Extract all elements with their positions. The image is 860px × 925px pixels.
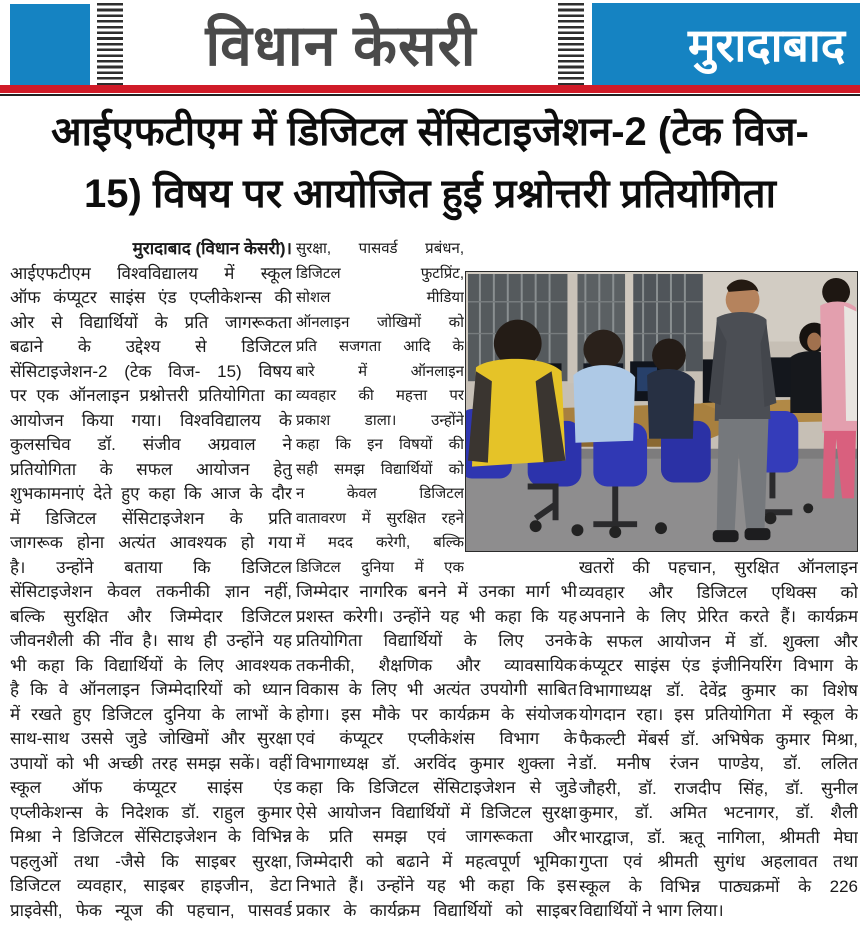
text-line: जीवनशैली की नींव है। साथ ही उन्होंने यह: [10, 631, 292, 650]
column-1-text: [10, 262, 292, 924]
text-line: होगा। इस मौके पर कार्यक्रम के संयोजक: [296, 704, 577, 724]
text-line: डिजिटल दुनिया में एक: [296, 558, 464, 576]
dateline: मुरादाबाद (विधान केसरी)।: [132, 239, 292, 258]
text-line: सुरक्षा, पासवर्ड प्रबंधन,: [296, 240, 464, 257]
article-column-2-wide: [296, 580, 577, 923]
article-headline: [8, 99, 852, 231]
text-line: ऐसे आयोजन विद्यार्थियों में डिजिटल सुरक्षा: [296, 802, 577, 822]
text-line: बढाने के उद्देश्य से डिजिटल: [10, 337, 292, 356]
text-line: बारे में ऑनलाइन: [296, 362, 464, 380]
text-line: जागरूक होना अत्यंत आवश्यक हो गया: [10, 533, 292, 552]
text-line: आयोजन किया गया। विश्वविद्यालय के: [10, 410, 292, 430]
text-line: डिजिटल फुटप्रिंट,: [296, 264, 464, 282]
text-line: जिम्मेदार नागरिक बनने में उनका मार्ग भी: [296, 582, 577, 601]
text-line: कुमार, डॉ. अमित भटनागर, डॉ. शैली: [579, 803, 858, 822]
text-line: भी कहा कि विद्यार्थियों के लिए आवश्यक: [10, 655, 292, 675]
computer-lab-photo-illustration: [466, 272, 857, 551]
masthead-red-rule: [0, 85, 860, 93]
text-line: प्रतियोगिता के सफल आयोजन हेतु: [10, 459, 292, 479]
column-2-wide-text: [296, 580, 577, 923]
masthead-stripe-decoration-right: [558, 3, 584, 85]
masthead-blue-block: [10, 4, 90, 85]
text-line: एवं कंप्यूटर एप्लीकेशंस विभाग के: [296, 729, 577, 748]
text-line: व्यवहार की महत्ता पर: [296, 387, 464, 404]
article-column-2-narrow: [296, 237, 464, 580]
text-line: विभागाध्यक्ष डॉ. अरविंद कुमार शुक्ला ने: [296, 753, 577, 773]
text-line: सोशल मीडिया: [296, 289, 464, 306]
text-line: है। उन्होंने बताया कि डिजिटल: [10, 557, 292, 577]
text-line: सेंसिटाइजेशन-2 (टेक विज- 15) विषय: [10, 361, 292, 381]
text-line: कंप्यूटर साइंस एंड इंजीनियरिंग विभाग के: [579, 656, 858, 675]
text-line: सही समझ विद्यार्थियों को: [296, 460, 464, 478]
masthead-stripe-decoration-left: [97, 3, 123, 85]
text-line: योगदान रहा। इस प्रतियोगिता में स्कूल के: [579, 705, 858, 724]
text-line: में मदद करेगी, बल्कि: [296, 534, 464, 551]
text-line: प्रकार के कार्यक्रम विद्यार्थियों को साइबर: [296, 900, 577, 920]
text-line: विद्यार्थियों ने भाग लिया।: [579, 901, 724, 920]
text-line: डॉ. मनीष रंजन पाण्डेय, डॉ. ललित: [579, 754, 858, 773]
text-line: निभाते हैं। उन्होंने यह भी कहा कि इस: [296, 876, 577, 895]
text-line: प्रकाश डाला। उन्होंने: [296, 411, 464, 429]
text-line: भारद्वाज, डॉ. ऋतू नागिला, श्रीमती मेघा: [579, 827, 858, 847]
text-line: उपायों को भी अच्छी तरह समझ सकें। वहीं: [10, 753, 292, 773]
text-line: विभागाध्यक्ष डॉ. देवेंद्र कुमार का विशेष: [579, 680, 858, 700]
text-line: पर एक ऑनलाइन प्रश्नोत्तरी प्रतियोगिता का: [10, 386, 292, 405]
text-line: के प्रति समझ एवं जागरूकता और: [296, 827, 577, 846]
text-line: कहा कि इन विषयों की: [296, 436, 464, 453]
text-line: प्रतियोगिता विद्यार्थियों के लिए उनके: [296, 631, 577, 650]
text-line: खतरों की पहचान, सुरक्षित ऑनलाइन: [579, 558, 858, 577]
text-line: ऑफ कंप्यूटर साइंस एंड एप्लीकेशन्स की: [10, 288, 292, 307]
text-line: प्रति सजगता आदि के: [296, 338, 464, 355]
text-line: में डिजिटल सेंसिटाइजेशन के प्रति: [10, 508, 292, 528]
text-line: कहा कि डिजिटल सेंसिटाइजेशन से जुडे: [296, 778, 577, 797]
text-line: साथ-साथ उससे जुडे जोखिमों और सुरक्षा: [10, 729, 292, 748]
text-line: स्कूल के विभिन्न पाठ्यक्रमों के 226: [579, 876, 858, 896]
text-line: में रखते हुए डिजिटल दुनिया के लाभों के: [10, 704, 292, 724]
text-line: अपनाने के लिए प्रेरित करते हैं। कार्यक्रम: [579, 607, 858, 626]
text-line: वातावरण में सुरक्षित रहने: [296, 509, 464, 527]
text-line: है कि वे ऑनलाइन जिम्मेदारियों को ध्यान: [10, 680, 292, 699]
edition-region-banner: [592, 3, 860, 85]
text-line: कुलसचिव डॉ. संजीव अग्रवाल ने: [10, 435, 292, 454]
masthead-black-rule: [0, 94, 860, 96]
text-line: तकनीकी, शैक्षणिक और व्यावसायिक: [296, 655, 577, 675]
text-line: डिजिटल व्यवहार, साइबर हाइजीन, डेटा: [10, 876, 292, 895]
text-line: जौहरी, डॉ. राजदीप सिंह, डॉ. सुनील: [579, 778, 858, 798]
text-line: एप्लीकेशन्स के निदेशक डॉ. राहुल कुमार: [10, 802, 292, 822]
article-photo: [465, 271, 858, 552]
edition-region-label: मुरादाबाद: [688, 19, 846, 71]
article-column-3: [579, 556, 858, 924]
column-2-narrow-text: [296, 237, 464, 580]
text-line: प्राइवेसी, फेक न्यूज की पहचान, पासवर्ड: [10, 900, 292, 920]
text-line: ओर से विद्यार्थियों के प्रति जागरूकता: [10, 312, 292, 332]
text-line: ऑनलाइन जोखिमों को: [296, 313, 464, 331]
text-line: आईएफटीएम विश्वविद्यालय में स्कूल: [10, 263, 292, 283]
text-line: फैकल्टी मेंबर्स डॉ. अभिषेक कुमार मिश्रा,: [579, 729, 858, 749]
text-line: जिम्मेदारी को बढाने में महत्वपूर्ण भूमिका: [296, 851, 577, 871]
text-line: सेंसिटाइजेशन केवल तकनीकी ज्ञान नहीं,: [10, 582, 292, 601]
newspaper-title: विधान केसरी: [205, 13, 477, 78]
column-3-text: [579, 556, 858, 924]
text-line: बल्कि सुरक्षित और जिम्मेदार डिजिटल: [10, 606, 292, 626]
text-line: के सफल आयोजन में डॉ. शुक्ला और: [579, 631, 858, 651]
headline-line-2: 15) विषय पर आयोजित हुई प्रश्नोत्तरी प्रतियोगिता: [84, 172, 776, 216]
text-line: पहलुओं तथा -जैसे कि साइबर सुरक्षा,: [10, 851, 292, 871]
text-line: स्कूल ऑफ कंप्यूटर साइंस एंड: [10, 778, 292, 797]
headline-line-1: आईएफटीएम में डिजिटल सेंसिटाइजेशन-2 (टेक विज-: [51, 110, 809, 154]
text-line: प्रशस्त करेगी। उन्होंने यह भी कहा कि यह: [296, 606, 577, 626]
article-column-1: [10, 237, 292, 923]
text-line: व्यवहार और डिजिटल एथिक्स को: [579, 582, 858, 602]
text-line: शुभकामनाएं देते हुए कहा कि आज के दौर: [10, 484, 292, 503]
text-line: न केवल डिजिटल: [296, 485, 464, 502]
text-line: विकास के लिए भी अत्यंत उपयोगी साबित: [296, 680, 577, 699]
text-line: गुप्ता एवं श्रीमती सुगंध अहलावत तथा: [579, 852, 858, 871]
masthead: [0, 0, 860, 85]
text-line: मिश्रा ने डिजिटल सेंसिटाइजेशन के विभिन्न: [10, 827, 292, 846]
